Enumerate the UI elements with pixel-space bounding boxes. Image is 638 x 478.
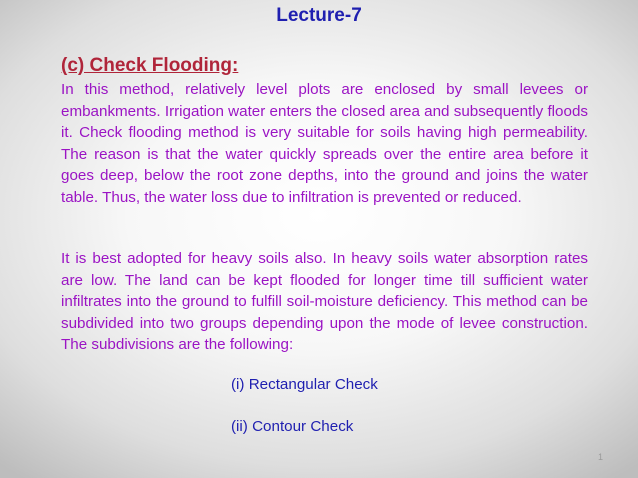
subdivision-contour-check: (ii) Contour Check — [231, 418, 354, 435]
page-number: 1 — [597, 452, 603, 462]
slide-title: Lecture-7 — [276, 5, 362, 26]
paragraph-2: It is best adopted for heavy soils also. In heavy soils water absorption rates are low. The land can be kept flooded for longer time till sufficient water infiltrates into the ground to fulfill soil-moisture deficiency. This method can be subdivided into two groups depending upon the mode of levee construction. The subdivisions are the following: — [61, 250, 588, 353]
subdivision-rectangular-check: (i) Rectangular Check — [231, 376, 378, 393]
section-heading: (c) Check Flooding: — [61, 55, 239, 76]
paragraph-1: In this method, relatively level plots are enclosed by small levees or embankments. Irrigation water enters the closed area and subsequently floods it. Check flooding method is very suitable for soils having high permeability. The reason is that the water quickly spreads over the entire area before it goes deep, below the root zone depths, into the ground and joins the water table. Thus, the water loss due to infiltration is prevented or reduced. — [61, 81, 588, 206]
